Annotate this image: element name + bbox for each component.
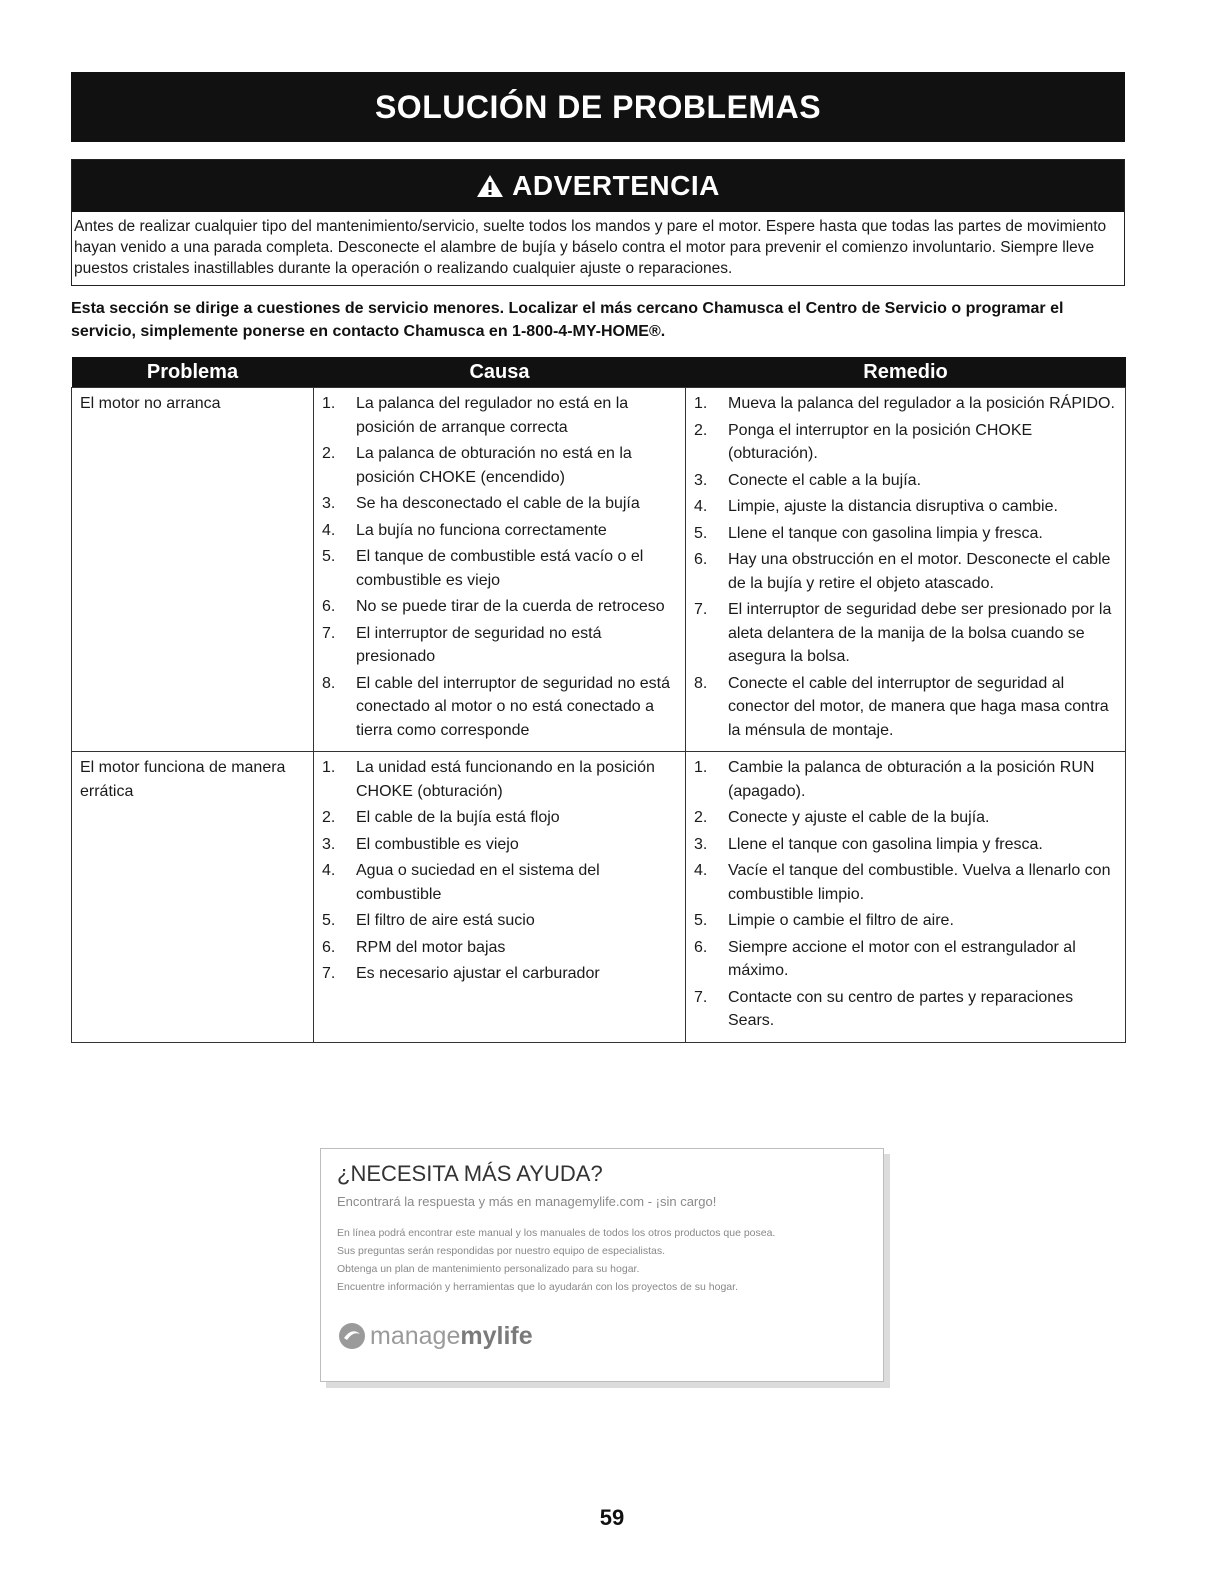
cause-item	[322, 492, 679, 516]
logo-mylife-text: mylife	[460, 1321, 533, 1350]
cause-cell	[314, 752, 686, 1043]
item-text: La bujía no funciona correctamente	[356, 521, 607, 539]
item-number: 3.	[694, 471, 708, 489]
cause-item	[322, 756, 679, 803]
remedy-item	[694, 598, 1119, 669]
item-text: Vacíe el tanque del combustible. Vuelva a llenarlo con combustible limpio.	[728, 862, 1111, 903]
item-number: 3.	[694, 835, 708, 853]
cause-list	[322, 756, 679, 986]
intro-text: Esta sección se dirige a cuestiones de servicio menores. Localizar el más cercano Chamusca el Centro de Servicio o programar el servicio, simplemente ponerse en contacto Chamusca en 1-800-4-MY-HOME®.	[71, 300, 1064, 340]
item-text: El cable del interruptor de seguridad no está conectado al motor o no está conectado a tierra como corresponde	[356, 674, 670, 739]
item-text: Limpie o cambie el filtro de aire.	[728, 912, 954, 929]
item-text: Es necesario ajustar el carburador	[356, 965, 600, 982]
cause-item	[322, 545, 679, 592]
item-number: 2.	[322, 809, 336, 826]
help-lines	[337, 1224, 775, 1296]
item-number: 1.	[322, 759, 336, 776]
item-text: Cambie la palanca de obturación a la posición RUN (apagado).	[728, 759, 1095, 800]
cause-item	[322, 936, 679, 960]
cause-cell	[314, 388, 686, 752]
cause-item	[322, 962, 679, 986]
remedy-cell	[686, 752, 1126, 1043]
item-text: Se ha desconectado el cable de la bujía	[356, 495, 640, 512]
help-title: ¿NECESITA MÁS AYUDA?	[337, 1161, 603, 1186]
item-text: Conecte y ajuste el cable de la bujía.	[728, 809, 990, 826]
item-text: Mueva la palanca del regulador a la posición RÁPIDO.	[728, 395, 1115, 412]
help-line: En línea podrá encontrar este manual y los manuales de todos los otros productos que posea.	[337, 1227, 776, 1239]
header-remedy: Remedio	[686, 357, 1126, 388]
help-subtitle: Encontrará la respuesta y más en managemylife.com - ¡sin cargo!	[337, 1194, 717, 1209]
item-text: La palanca del regulador no está en la posición de arranque correcta	[356, 395, 629, 436]
item-text: Llene el tanque con gasolina limpia y fresca.	[728, 835, 1043, 853]
remedy-item	[694, 548, 1119, 595]
remedy-item	[694, 806, 1119, 830]
item-text: El cable de la bujía está flojo	[356, 809, 560, 826]
item-text: Agua o suciedad en el sistema del combustible	[356, 862, 600, 903]
header-problem: Problema	[72, 357, 314, 388]
remedy-item	[694, 833, 1119, 857]
item-number: 4.	[694, 498, 708, 515]
item-number: 8.	[694, 674, 708, 692]
help-box	[320, 1148, 884, 1382]
item-text: Limpie, ajuste la distancia disruptiva o cambie.	[728, 498, 1058, 515]
item-number: 2.	[694, 421, 708, 439]
problem-cell: El motor no arranca	[72, 388, 314, 752]
item-number: 5.	[694, 912, 708, 929]
item-text: La palanca de obturación no está en la posición CHOKE (encendido)	[356, 445, 632, 486]
item-text: Hay una obstrucción en el motor. Desconecte el cable de la bujía y retire el objeto atascado.	[728, 551, 1111, 592]
item-number: 8.	[322, 674, 336, 692]
item-text: Conecte el cable del interruptor de seguridad al conector del motor, de manera que haga masa contra la ménsula de montaje.	[728, 674, 1109, 739]
item-text: El interruptor de seguridad debe ser presionado por la aleta delantera de la manija de la bolsa cuando se asegura la bolsa.	[728, 601, 1112, 665]
item-number: 3.	[322, 835, 336, 853]
remedy-list	[694, 392, 1119, 742]
cause-item	[322, 442, 679, 489]
item-text: El filtro de aire está sucio	[356, 912, 535, 929]
item-number: 7.	[322, 965, 336, 982]
remedy-item	[694, 756, 1119, 803]
cause-list	[322, 392, 679, 742]
page-number: 59	[599, 1505, 625, 1530]
remedy-item	[694, 672, 1119, 743]
item-text: Conecte el cable a la bujía.	[728, 471, 922, 489]
remedy-item	[694, 859, 1119, 906]
item-number: 3.	[322, 495, 336, 512]
page-title: SOLUCIÓN DE PROBLEMAS	[71, 72, 1125, 142]
cause-item	[322, 392, 679, 439]
warning-triangle-icon	[476, 174, 504, 198]
item-number: 4.	[322, 521, 336, 539]
table-row	[72, 752, 1126, 1043]
item-number: 6.	[322, 598, 336, 615]
help-line: Encuentre información y herramientas que lo ayudarán con los proyectos de su hogar.	[337, 1281, 738, 1293]
item-number: 2.	[322, 445, 336, 462]
item-number: 5.	[322, 912, 336, 929]
cause-item	[322, 672, 679, 743]
remedy-item	[694, 986, 1119, 1033]
help-line: Obtenga un plan de mantenimiento personalizado para su hogar.	[337, 1263, 640, 1275]
item-number: 7.	[694, 988, 708, 1006]
cause-item	[322, 833, 679, 857]
item-text: Llene el tanque con gasolina limpia y fresca.	[728, 524, 1043, 542]
managemylife-logo	[337, 1321, 533, 1351]
remedy-item	[694, 392, 1119, 416]
cause-item	[322, 806, 679, 830]
item-number: 4.	[322, 862, 336, 879]
header-cause: Causa	[314, 357, 686, 388]
item-text: Contacte con su centro de partes y reparaciones Sears.	[728, 988, 1074, 1029]
remedy-item	[694, 419, 1119, 466]
cause-item	[322, 909, 679, 933]
item-text: El tanque de combustible está vacío o el combustible es viejo	[356, 548, 644, 589]
table-header-row	[72, 357, 1126, 388]
item-number: 6.	[322, 938, 336, 956]
remedy-item	[694, 936, 1119, 983]
logo-manage-text: manage	[370, 1321, 461, 1350]
remedy-item	[694, 469, 1119, 493]
logo-circle-icon	[337, 1321, 367, 1351]
item-number: 1.	[694, 759, 708, 776]
remedy-item	[694, 909, 1119, 933]
cause-item	[322, 595, 679, 619]
remedy-item	[694, 495, 1119, 519]
item-number: 1.	[694, 395, 708, 412]
warning-header	[72, 160, 1124, 212]
item-text: Siempre accione el motor con el estrangulador al máximo.	[728, 938, 1076, 979]
item-text: RPM del motor bajas	[356, 938, 506, 956]
cause-item	[322, 519, 679, 543]
item-text: La unidad está funcionando en la posición CHOKE (obturación)	[356, 759, 655, 800]
item-number: 1.	[322, 395, 336, 412]
item-number: 7.	[322, 624, 336, 642]
cause-item	[322, 859, 679, 906]
remedy-cell	[686, 388, 1126, 752]
item-number: 2.	[694, 809, 708, 826]
remedy-list	[694, 756, 1119, 1033]
item-number: 6.	[694, 938, 708, 956]
warning-heading: ADVERTENCIA	[512, 170, 720, 201]
table-row	[72, 388, 1126, 752]
item-text: Ponga el interruptor en la posición CHOKE (obturación).	[728, 421, 1033, 462]
item-number: 7.	[694, 601, 708, 618]
warning-text: Antes de realizar cualquier tipo del mantenimiento/servicio, suelte todos los mandos y pare el motor. Espere hasta que todas las partes de movimiento hayan venido a una parada completa. Desconecte el alambre de bujía y báselo contra el motor para prevenir el comienzo involuntario. Siempre lleve puestos cristales inastillables durante la operación o realizando cualquier ajuste o reparaciones.	[74, 218, 1107, 277]
item-number: 5.	[694, 524, 708, 542]
remedy-item	[694, 522, 1119, 546]
item-text: El interruptor de seguridad no está presionado	[356, 624, 602, 665]
help-line: Sus preguntas serán respondidas por nuestro equipo de especialistas.	[337, 1245, 666, 1257]
warning-box	[71, 159, 1125, 286]
troubleshooting-table	[71, 357, 1126, 1043]
item-number: 6.	[694, 551, 708, 568]
problem-cell: El motor funciona de manera errática	[72, 752, 314, 1043]
item-number: 4.	[694, 862, 708, 879]
cause-item	[322, 622, 679, 669]
item-text: No se puede tirar de la cuerda de retroceso	[356, 598, 665, 615]
item-text: El combustible es viejo	[356, 835, 519, 853]
item-number: 5.	[322, 548, 336, 565]
